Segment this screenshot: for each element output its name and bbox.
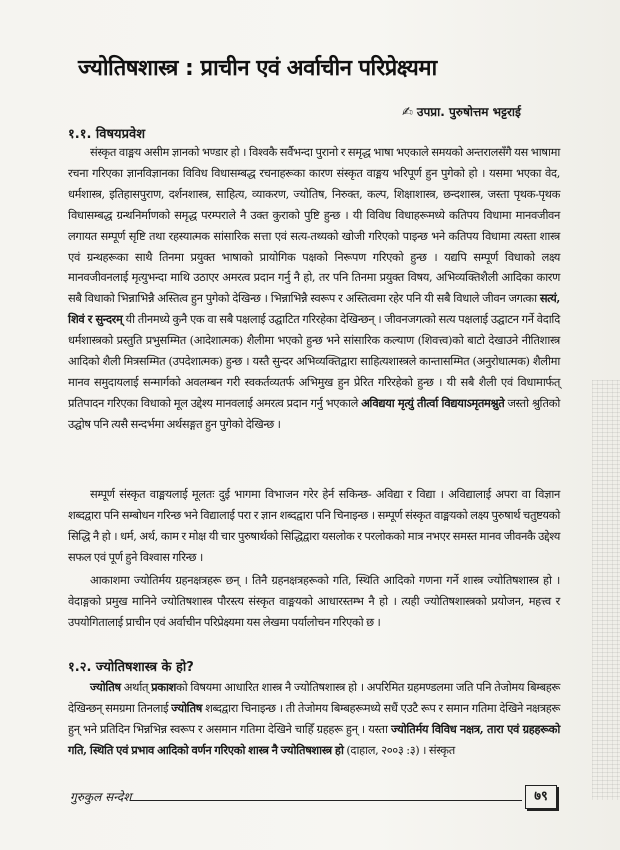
text-run: सम्पूर्ण संस्कृत वाङ्मयलाई मूलतः दुई भागमा विभाजन गरेर हेर्न सकिन्छ- अविद्या र विद्या । अविद्यालाई अपरा वा विज्ञान शब्दद्वारा पनि सम्बोधन गरिन्छ भने विद्यालाई परा र ज्ञान शब्दद्वारा पनि चिनाइन्छ । सम्पूर्ण संस्कृत वाङ्मयको लक्ष्य पुरुषार्थ चतुष्टयको सिद्धि नै हो । धर्म, अर्थ, काम र मोक्ष यी चार पुरुषार्थको सिद्धिद्वारा यसलोक र परलोकको मात्र नभएर समस्त मानव जीवनकै उद्देश्य सफल एवं पूर्ण हुने विश्वास गरिन्छ ।: [68, 487, 560, 564]
bold-phrase: प्रकाश: [151, 680, 177, 694]
author-line: [402, 103, 521, 120]
bold-phrase: ज्योतिष: [171, 700, 202, 715]
author-name: उपप्रा. पुरुषोत्तम भट्टराई: [416, 105, 521, 119]
paragraph-4: [68, 677, 560, 761]
page-number: ७९: [525, 785, 557, 809]
bold-phrase: ज्योतिष: [90, 680, 121, 694]
paragraph-3: [68, 570, 560, 633]
bold-phrase: सत्यं, शिवं र सुन्दरम्: [68, 291, 560, 327]
section-heading-intro: १.१. विषयप्रवेश: [68, 127, 146, 142]
text-run: अर्थात्: [120, 680, 152, 694]
section-heading-what-is: १.२. ज्योतिषशास्त्र के हो?: [68, 660, 194, 675]
text-run: (दाहाल, २००३ :३) । संस्कृत: [343, 742, 455, 757]
article-title: ज्योतिषशास्त्र : प्राचीन एवं अर्वाचीन परिप्रेक्ष्यमा: [78, 56, 437, 81]
text-run: जस्तो श्रुतिको उद्घोष पनि त्यसै सन्दर्भमा अर्थसङ्गत हुन पुगेको देखिन्छ ।: [68, 395, 561, 431]
text-run: यी तीनमध्ये कुनै एक वा सबै पक्षलाई उद्घाटित गरिरहेका देखिन्छन् । जीवनजगत्को सत्य पक्षलाई उद्घाटन गर्ने वेदादि धर्मशास्त्रको प्रस्तुति प्रभुसम्मित (आदेशात्मक) शैलीमा भएको हुन्छ भने सांसारिक कल्याण (शिवत्त्व)को बाटो देखाउने नीतिशास्त्र आदिको शैली मित्रसम्मित (उपदेशात्मक) हुन्छ । यस्तै सुन्दर अभिव्यक्तिद्वारा साहित्यशास्त्रले कान्तासम्मित (अनुरोधात्मक) शैलीमा मानव समुदायलाई सन्मार्गको अवलम्बन गरी स्वकर्तव्यतर्फ अभिमुख हुन प्रेरित गरिरहेको हुन्छ । यी सबै शैली एवं विधामार्फत् प्रतिपादन गरिएका विधाको मूल उद्देश्य मानवलाई अमरत्व प्रदान गर्नु भएकाले: [68, 312, 560, 410]
text-run: आकाशमा ज्योतिर्मय ग्रहनक्षत्रहरू छन् । तिनै ग्रहनक्षत्रहरूको गति, स्थिति आदिको गणना गर्ने शास्त्र ज्योतिषशास्त्र हो । वेदाङ्गको प्रमुख मानिने ज्योतिषशास्त्र पौरस्त्य संस्कृत वाङ्मयको आधारस्तम्भ नै हो । त्यही ज्योतिषशास्त्रको प्रयोजन, महत्त्व र उपयोगितालाई प्राचीन एवं अर्वाचीन परिप्रेक्ष्यमा यस लेखमा पर्यालोचन गरिएको छ ।: [68, 573, 560, 629]
paragraph-1: [68, 142, 560, 435]
footer-rule: [130, 800, 522, 801]
paragraph-2: [68, 484, 560, 568]
pen-icon: ✍: [402, 105, 413, 120]
text-run: को विषयमा आधारित शास्त्र नै ज्योतिषशास्त्र हो । अपरिमित ग्रहमण्डलमा जति पनि तेजोमय बिम्बहरू देखिन्छन् समग्रमा तिनलाई: [68, 680, 560, 715]
scan-edge-noise: [592, 380, 620, 800]
text-run: शब्दद्वारा चिनाइन्छ । ती तेजोमय बिम्बहरूमध्ये सधैं एउटै रूप र समान गतिमा देखिने नक्षत्रहरू हुन् भने प्रतिदिन भिन्नभिन्न स्वरूप र असमान गतिमा देखिने चाहिँ ग्रहहरू हुन् । यस्ता: [68, 700, 560, 736]
text-run: संस्कृत वाङ्मय असीम ज्ञानको भण्डार हो । विश्वकै सर्वैभन्दा पुरानो र समृद्ध भाषा भएकाले समयको अन्तरालसँगै यस भाषामा रचना गरिएका ज्ञानविज्ञानका विविध विधासम्बद्ध रचनाहरूका कारण संस्कृत वाङ्मय भरिपूर्ण हुन पुगेको हो । यसमा भएका वेद, धर्मशास्त्र, इतिहासपुराण, दर्शनशास्त्र, साहित्य, व्याकरण, ज्योतिष, निरुक्त, कल्प, शिक्षाशास्त्र, छन्दशास्त्र, जस्ता पृथक-पृथक विधासम्बद्ध ग्रन्थनिर्माणको समृद्ध परम्पराले नै उक्त कुराको पुष्टि हुन्छ । यी विविध विधाहरूमध्ये कतिपय विधामा मानवजीवन लगायत सम्पूर्ण सृष्टि तथा रहस्यात्मक सांसारिक सत्ता एवं सत्य-तथ्यको खोजी गरिएको पाइन्छ भने कतिपय विधामा त्यस्ता शास्त्र एवं ग्रन्थहरूका साथै तिनमा प्रयुक्त भाषाको प्रायोगिक पक्षको निरूपण गरिएको हुन्छ । यद्यपि सम्पूर्ण विधाको लक्ष्य मानवजीवनलाई मृत्युभन्दा माथि उठाएर अमरत्व प्रदान गर्नु नै हो, तर पनि तिनमा प्रयुक्त विषय, अभिव्यक्तिशैली आदिका कारण सबै विधाको भिन्नाभिन्नै अस्तित्व हुन पुगेको देखिन्छ । भिन्नाभिन्नै स्वरूप र अस्तित्वमा रहेर पनि यी सबै विधाले जीवन जगत्का: [68, 145, 560, 306]
journal-name: गुरुकुल सन्देश: [70, 790, 132, 804]
bold-phrase: ज्योतिर्मय विविध नक्षत्र, तारा एवं ग्रहहरूको गति, स्थिति एवं प्रभाव आदिको वर्णन गरिएको शास्त्र नै ज्योतिषशास्त्र हो: [68, 721, 560, 757]
bold-phrase: अविद्यया मृत्युं तीर्त्वा विद्ययाऽमृतमश्नुते: [361, 395, 505, 410]
